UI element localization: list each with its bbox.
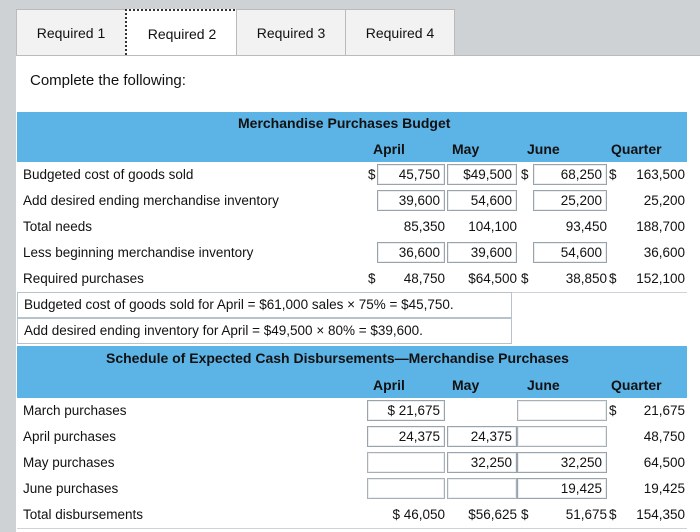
purchases-col-quarter: Quarter <box>611 141 662 157</box>
table-row <box>17 240 687 267</box>
april-total-needs-value: 85,350 <box>403 219 445 234</box>
may-total-needs-value: 104,100 <box>468 219 517 234</box>
may-cogs-input[interactable]: $49,500 <box>447 164 517 185</box>
table-row <box>17 424 687 451</box>
june-may-purchases-input[interactable]: 32,250 <box>517 452 607 473</box>
currency-symbol: $ <box>609 271 617 286</box>
table-row <box>17 502 687 529</box>
row-label: March purchases <box>23 403 127 418</box>
currency-symbol: $ <box>609 403 617 418</box>
quarter-may-purchases-value: 64,500 <box>643 455 685 470</box>
currency-symbol: $ <box>609 167 617 182</box>
quarter-march-purchases-value: 21,675 <box>643 403 685 418</box>
tab-required-4[interactable]: Required 4 <box>345 9 455 56</box>
purchases-col-may: May <box>452 141 480 157</box>
cash-col-may: May <box>452 377 480 393</box>
april-cogs-input[interactable]: 45,750 <box>377 164 445 185</box>
may-june-purchases-input[interactable] <box>447 478 517 499</box>
purchases-budget-title: Merchandise Purchases Budget <box>238 115 451 131</box>
tab-required-2[interactable]: Required 2 <box>125 9 239 59</box>
quarter-total-needs-value: 188,700 <box>636 219 685 234</box>
table-row <box>17 188 687 215</box>
currency-symbol: $ <box>609 507 617 522</box>
currency-symbol: $ <box>521 507 529 522</box>
april-total-disbursements-value: $ 46,050 <box>392 507 445 522</box>
april-june-purchases-input[interactable] <box>367 478 445 499</box>
cash-col-april: April <box>373 377 405 393</box>
row-label: Total disbursements <box>23 507 144 522</box>
row-label: Budgeted cost of goods sold <box>23 167 194 182</box>
table-row <box>17 162 687 189</box>
cash-col-quarter: Quarter <box>611 377 662 393</box>
june-june-purchases-input[interactable]: 19,425 <box>517 478 607 499</box>
may-may-purchases-input[interactable]: 32,250 <box>447 452 517 473</box>
table-row <box>17 266 687 293</box>
june-total-disbursements-value: 51,675 <box>565 507 607 522</box>
quarter-required-purchases-value: 152,100 <box>636 271 685 286</box>
quarter-june-purchases-value: 19,425 <box>643 481 685 496</box>
april-beginning-inventory-input[interactable]: 36,600 <box>377 242 445 263</box>
table-row <box>17 450 687 477</box>
may-april-purchases-input[interactable]: 24,375 <box>447 426 517 447</box>
ending-inventory-note: Add desired ending inventory for April = $49,500 × 80% = $39,600. <box>17 318 512 344</box>
june-ending-inventory-input[interactable]: 25,200 <box>533 190 607 211</box>
quarter-cogs-value: 163,500 <box>636 167 685 182</box>
instruction-text: Complete the following: <box>30 72 186 89</box>
table-row <box>17 476 687 503</box>
row-label: Add desired ending merchandise inventory <box>23 193 279 208</box>
april-april-purchases-input[interactable]: 24,375 <box>367 426 445 447</box>
tab-required-1[interactable]: Required 1 <box>16 9 126 56</box>
june-beginning-inventory-input[interactable]: 54,600 <box>533 242 607 263</box>
may-beginning-inventory-input[interactable]: 39,600 <box>447 242 517 263</box>
row-label: Required purchases <box>23 271 144 286</box>
quarter-april-purchases-value: 48,750 <box>643 429 685 444</box>
june-cogs-input[interactable]: 68,250 <box>533 164 607 185</box>
june-required-purchases-value: 38,850 <box>565 271 607 286</box>
april-march-purchases-input[interactable]: $ 21,675 <box>367 400 445 421</box>
currency-symbol: $ <box>521 271 529 286</box>
quarter-beginning-inventory-value: 36,600 <box>643 245 685 260</box>
currency-symbol: $ <box>368 167 376 182</box>
currency-symbol: $ <box>368 271 376 286</box>
quarter-total-disbursements-value: 154,350 <box>636 507 685 522</box>
currency-symbol: $ <box>521 167 529 182</box>
quarter-ending-inventory-value: 25,200 <box>643 193 685 208</box>
table-row <box>17 214 687 241</box>
row-label: Less beginning merchandise inventory <box>23 245 254 260</box>
cash-col-june: June <box>527 377 560 393</box>
tab-required-3[interactable]: Required 3 <box>236 9 346 56</box>
purchases-col-april: April <box>373 141 405 157</box>
june-total-needs-value: 93,450 <box>565 219 607 234</box>
row-label: Total needs <box>23 219 93 234</box>
may-ending-inventory-input[interactable]: 54,600 <box>447 190 517 211</box>
cash-schedule-title: Schedule of Expected Cash Disbursements—Merchandise Purchases <box>106 350 569 366</box>
april-may-purchases-input[interactable] <box>367 452 445 473</box>
may-required-purchases-value: $64,500 <box>468 271 517 286</box>
june-april-purchases-input[interactable] <box>517 426 607 447</box>
cogs-note: Budgeted cost of goods sold for April = $61,000 sales × 75% = $45,750. <box>17 292 512 318</box>
april-ending-inventory-input[interactable]: 39,600 <box>377 190 445 211</box>
purchases-col-june: June <box>527 141 560 157</box>
april-required-purchases-value: 48,750 <box>403 271 445 286</box>
row-label: May purchases <box>23 455 115 470</box>
june-march-purchases-input[interactable] <box>517 400 607 421</box>
table-row <box>17 398 687 425</box>
may-total-disbursements-value: $56,625 <box>468 507 517 522</box>
row-label: April purchases <box>23 429 117 444</box>
row-label: June purchases <box>23 481 119 496</box>
